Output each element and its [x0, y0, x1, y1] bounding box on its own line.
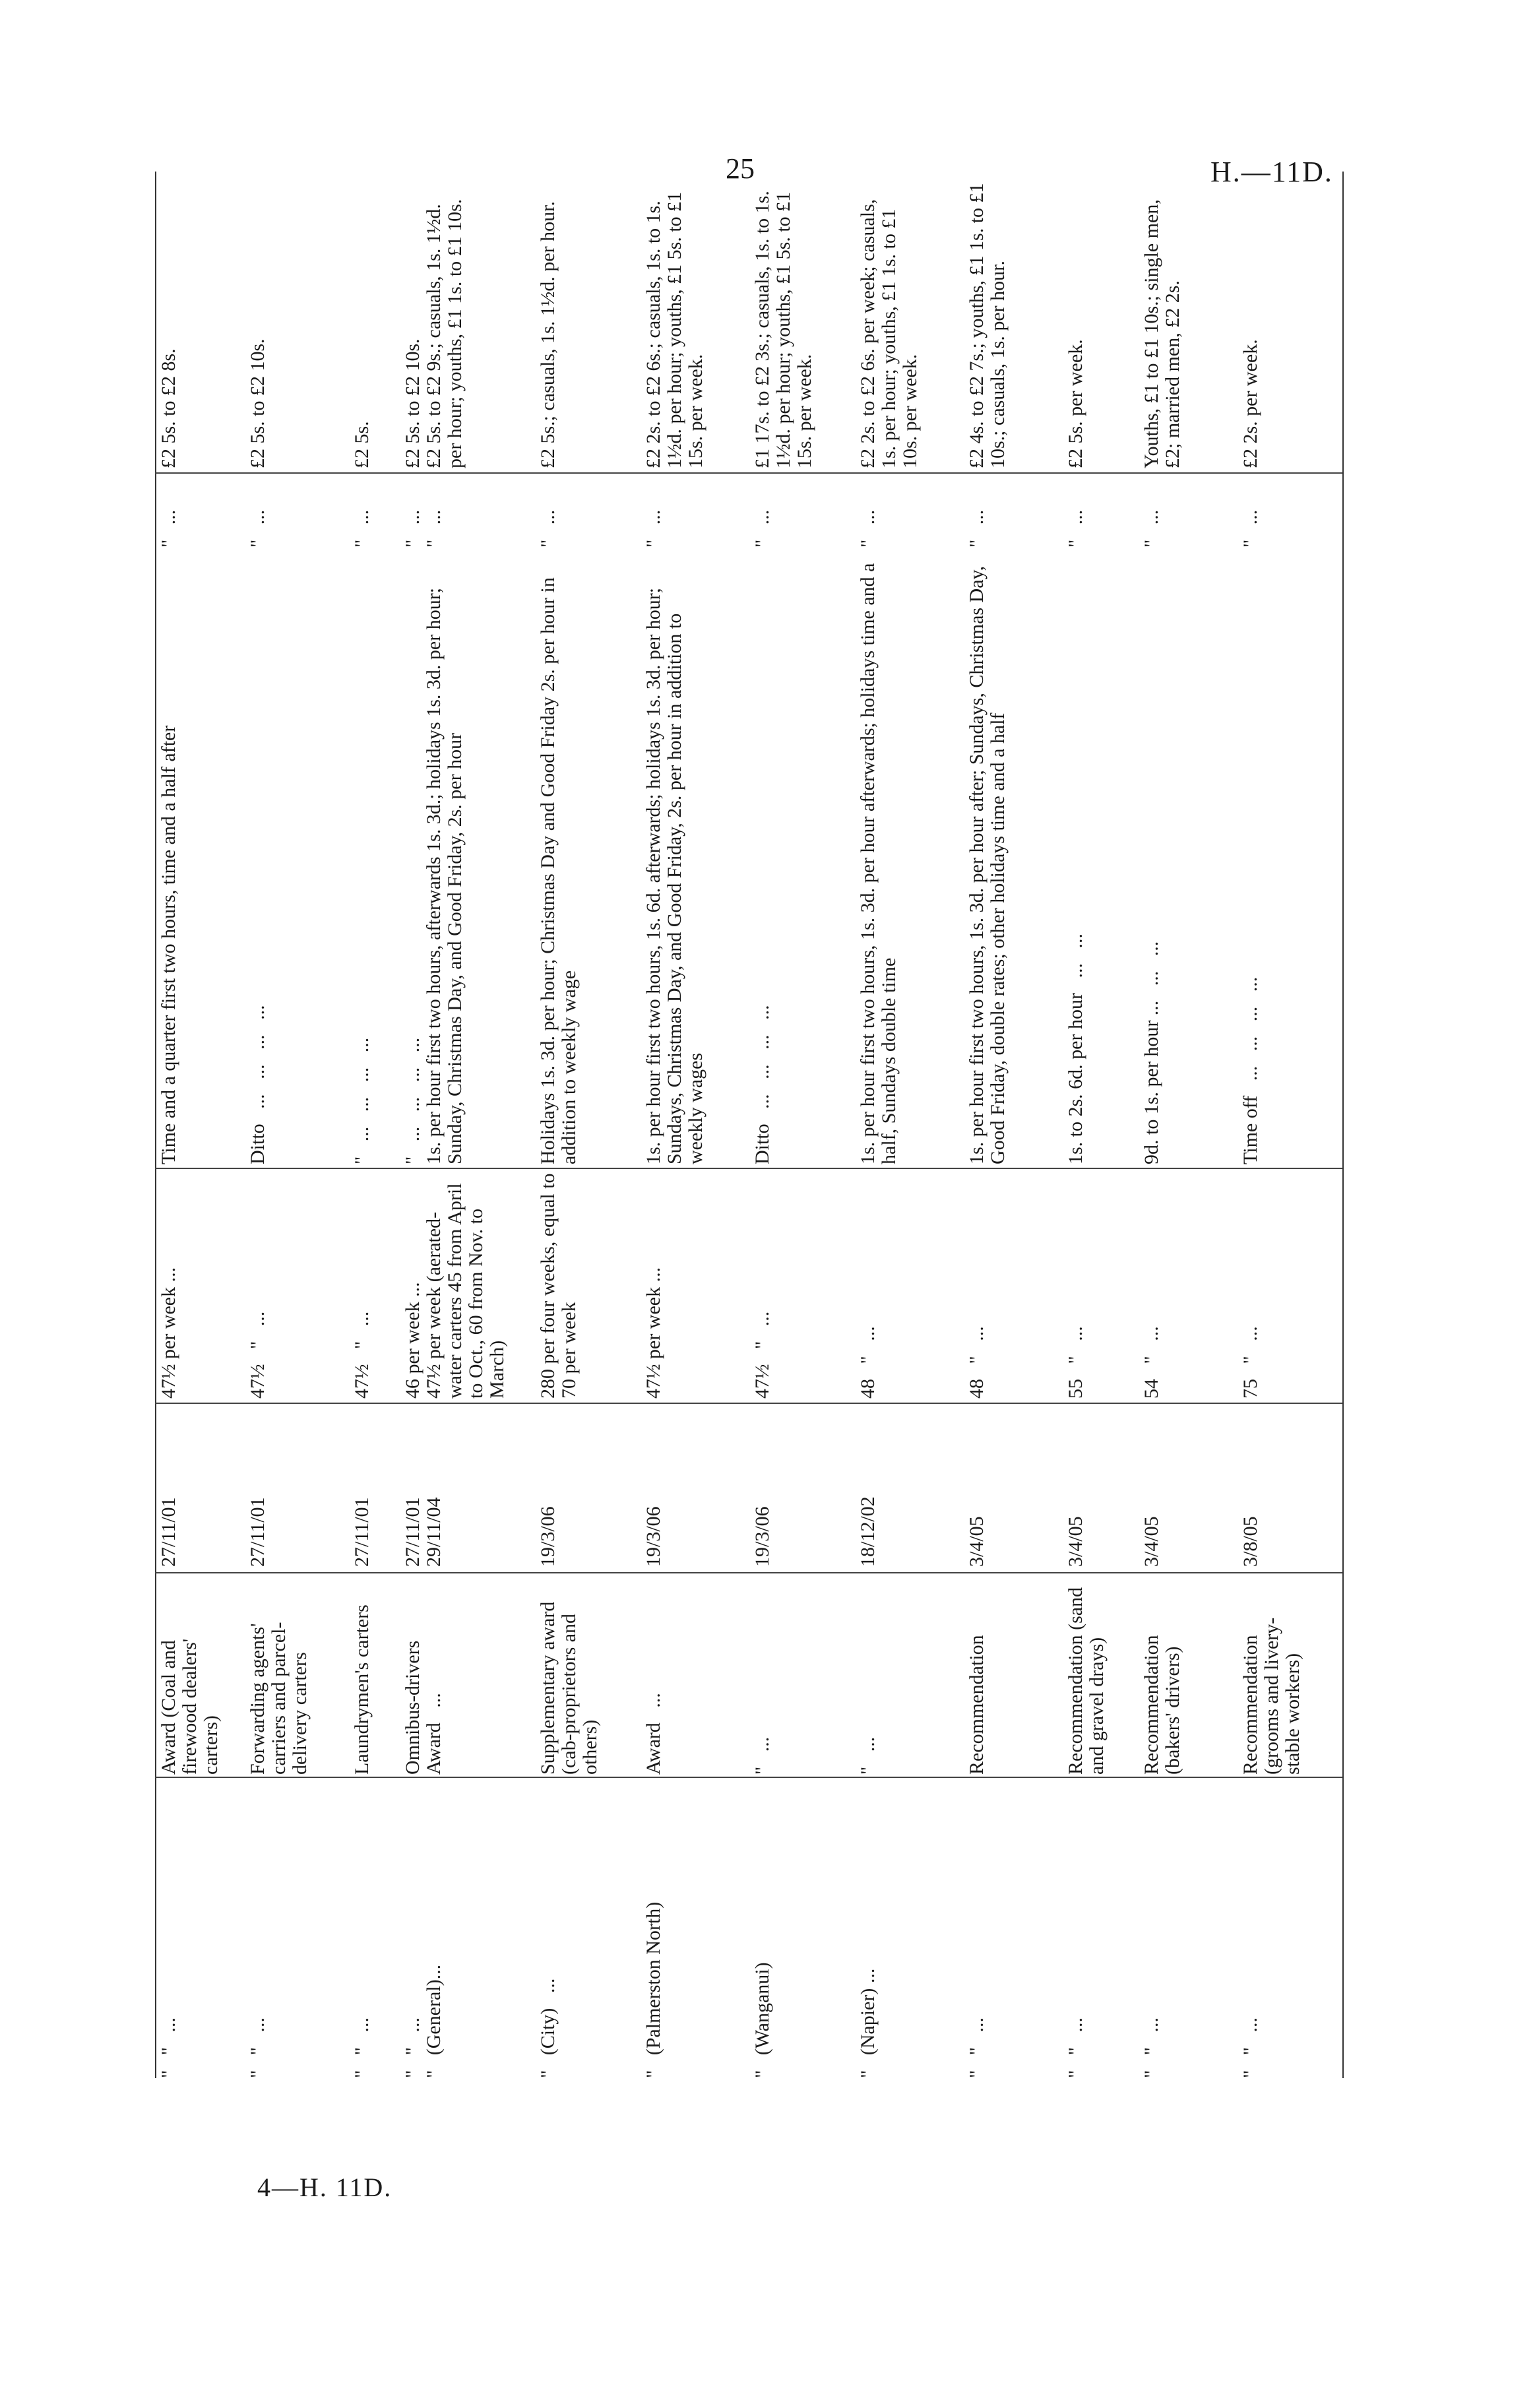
date-cell: 27/11/01 29/11/04 [402, 1497, 445, 1567]
date-cell: 19/3/06 [751, 1506, 773, 1567]
ditto-cell: " ... [751, 509, 773, 548]
document-reference: H.—11D. [1210, 156, 1333, 188]
hours-cell: 55 " ... [1065, 1326, 1086, 1399]
date-cell: 3/8/05 [1239, 1516, 1261, 1567]
ditto-cell: " ... [351, 509, 373, 548]
overtime-cell: Holidays 1s. 3d. per hour; Christmas Day and Good Friday 2s. per hour in addition to weekly wage [537, 572, 580, 1164]
footer-signature: 4—H. 11D. [257, 2172, 392, 2202]
nature-cell: " ... [751, 1736, 773, 1775]
date-cell: 19/3/06 [642, 1506, 664, 1567]
nature-cell: Award ... [642, 1693, 664, 1775]
date-cell: 27/11/01 [247, 1497, 268, 1567]
locality-cell: " (Wanganui) [751, 1962, 773, 2078]
overtime-cell: 1s. per hour first two hours, 1s. 3d. per hour after; Sundays, Christmas Day, Good Friday, double rates; other holidays time and a half [966, 561, 1009, 1164]
wages-cell: Youths, £1 to £1 10s.; single men, £2; married men, £2 2s. [1141, 194, 1183, 468]
nature-cell: Recommendation [966, 1635, 987, 1775]
nature-cell: Award (Coal and firewood dealers' carters) [158, 1633, 222, 1775]
locality-cell: " " ... [966, 2017, 987, 2078]
wages-cell: £2 5s.; casuals, 1s. 1½d. per hour. [537, 201, 559, 468]
hours-cell: 48 " ... [857, 1326, 879, 1399]
ditto-cell: " ... [247, 509, 268, 548]
wages-cell: £2 5s. to £2 10s. [247, 338, 268, 468]
overtime-cell: Ditto ... ... ... ... [751, 1005, 773, 1164]
locality-cell: " " ... [1065, 2017, 1086, 2078]
wages-cell: £2 5s. to £2 10s. £2 5s. to £2 9s.; casuals, 1s. 1½d. per hour; youths, £1 1s. to £1 10s. [402, 199, 466, 468]
ditto-cell: " ... [857, 509, 879, 548]
hours-cell: 46 per week ... 47½ per week (aerated-water carters 45 from April to Oct., 60 from Nov. to March) [402, 1183, 508, 1399]
nature-cell: Omnibus-drivers Award ... [402, 1640, 445, 1775]
wages-cell: £2 5s. to £2 8s. [158, 348, 179, 468]
overtime-cell: " ... ... ... ... 1s. per hour first two hours, afterwards 1s. 3d.; holidays 1s. 3d. per hour; Sunday, Christmas Day, and Good Friday, 2s. per hour [402, 587, 466, 1164]
column-divider [155, 472, 1342, 474]
hours-cell: 47½ per week ... [642, 1267, 664, 1399]
locality-cell: " " ... [1141, 2017, 1162, 2078]
ditto-cell: " ... [1065, 509, 1086, 548]
overtime-cell: 9d. to 1s. per hour ... ... ... [1141, 941, 1162, 1164]
hours-cell: 75 " ... [1239, 1326, 1261, 1399]
ditto-cell: " ... [1239, 509, 1261, 548]
overtime-cell: Time and a quarter first two hours, time and a half after [158, 725, 179, 1164]
wages-cell: £1 17s. to £2 3s.; casuals, 1s. to 1s. 1½d. per hour; youths, £1 5s. to £1 15s. per week. [751, 185, 815, 468]
nature-cell: Forwarding agents' carriers and parcel-delivery carters [247, 1618, 311, 1775]
overtime-cell: 1s. per hour first two hours, 1s. 3d. per hour afterwards; holidays time and a half, Sundays double time [857, 558, 900, 1164]
rotated-wage-table [155, 172, 1342, 2078]
wages-cell: £2 2s. per week. [1239, 339, 1261, 468]
overtime-cell: Time off ... ... ... ... [1239, 976, 1261, 1164]
column-divider [155, 1403, 1342, 1404]
nature-cell: " ... [857, 1736, 879, 1775]
overtime-cell: 1s. per hour first two hours, 1s. 6d. afterwards; holidays 1s. 3d. per hour; Sundays, Christmas Day, and Good Friday, 2s. per hour in addition to weekly wages [642, 583, 706, 1164]
ditto-cell: " ... [642, 509, 664, 548]
ditto-cell: " ... [1141, 509, 1162, 548]
nature-cell: Recommendation (sand and gravel drays) [1065, 1582, 1108, 1775]
hours-cell: 47½ " ... [751, 1311, 773, 1399]
ditto-cell: " ... [537, 509, 559, 548]
table-top-rule [155, 172, 156, 2078]
locality-cell: " " ... " (General)... [402, 1964, 445, 2078]
wages-cell: £2 2s. to £2 6s.; casuals, 1s. to 1s. 1½d. per hour; youths, £1 5s. to £1 15s. per week. [642, 187, 706, 468]
locality-cell: " " ... [247, 2017, 268, 2078]
wages-cell: £2 2s. to £2 6s. per week; casuals, 1s. per hour; youths, £1 1s. to £1 10s. per week. [857, 194, 921, 468]
locality-cell: " " ... [351, 2017, 373, 2078]
column-divider [155, 1777, 1342, 1778]
ditto-cell: " ... [158, 509, 179, 548]
date-cell: 27/11/01 [158, 1497, 179, 1567]
locality-cell: " (City) ... [537, 1978, 559, 2078]
wages-cell: £2 5s. [351, 421, 373, 468]
column-divider [155, 1168, 1342, 1169]
date-cell: 19/3/06 [537, 1506, 559, 1567]
date-cell: 3/4/05 [1065, 1516, 1086, 1567]
date-cell: 18/12/02 [857, 1496, 879, 1567]
locality-cell: " (Palmerston North) [642, 1901, 664, 2078]
date-cell: 3/4/05 [966, 1516, 987, 1567]
overtime-cell: " ... ... ... ... [351, 1037, 373, 1164]
wages-cell: £2 5s. per week. [1065, 339, 1086, 468]
ditto-cell: " ... [966, 509, 987, 548]
hours-cell: 47½ " ... [351, 1311, 373, 1399]
hours-cell: 280 per four weeks, equal to 70 per week [537, 1168, 580, 1399]
nature-cell: Laundrymen's carters [351, 1604, 373, 1775]
hours-cell: 47½ " ... [247, 1311, 268, 1399]
locality-cell: " (Napier) ... [857, 1968, 879, 2078]
wages-cell: £2 4s. to £2 7s.; youths, £1 1s. to £1 10s.; casuals, 1s. per hour. [966, 177, 1009, 468]
ditto-cell: " ... " ... [402, 509, 445, 548]
date-cell: 3/4/05 [1141, 1516, 1162, 1567]
nature-cell: Recommendation (grooms and livery-stable workers) [1239, 1617, 1303, 1775]
nature-cell: Supplementary award (cab-proprietors and others) [537, 1597, 601, 1775]
table-bottom-rule [1342, 172, 1344, 2078]
hours-cell: 47½ per week ... [158, 1267, 179, 1399]
overtime-cell: Ditto ... ... ... ... [247, 1005, 268, 1164]
nature-cell: Recommendation (bakers' drivers) [1141, 1630, 1183, 1775]
date-cell: 27/11/01 [351, 1497, 373, 1567]
column-divider [155, 1572, 1342, 1573]
hours-cell: 48 " ... [966, 1326, 987, 1399]
locality-cell: " " ... [1239, 2017, 1261, 2078]
page-number: 25 [726, 152, 755, 185]
overtime-cell: 1s. to 2s. 6d. per hour ... ... [1065, 934, 1086, 1164]
locality-cell: " " ... [158, 2017, 179, 2078]
hours-cell: 54 " ... [1141, 1326, 1162, 1399]
